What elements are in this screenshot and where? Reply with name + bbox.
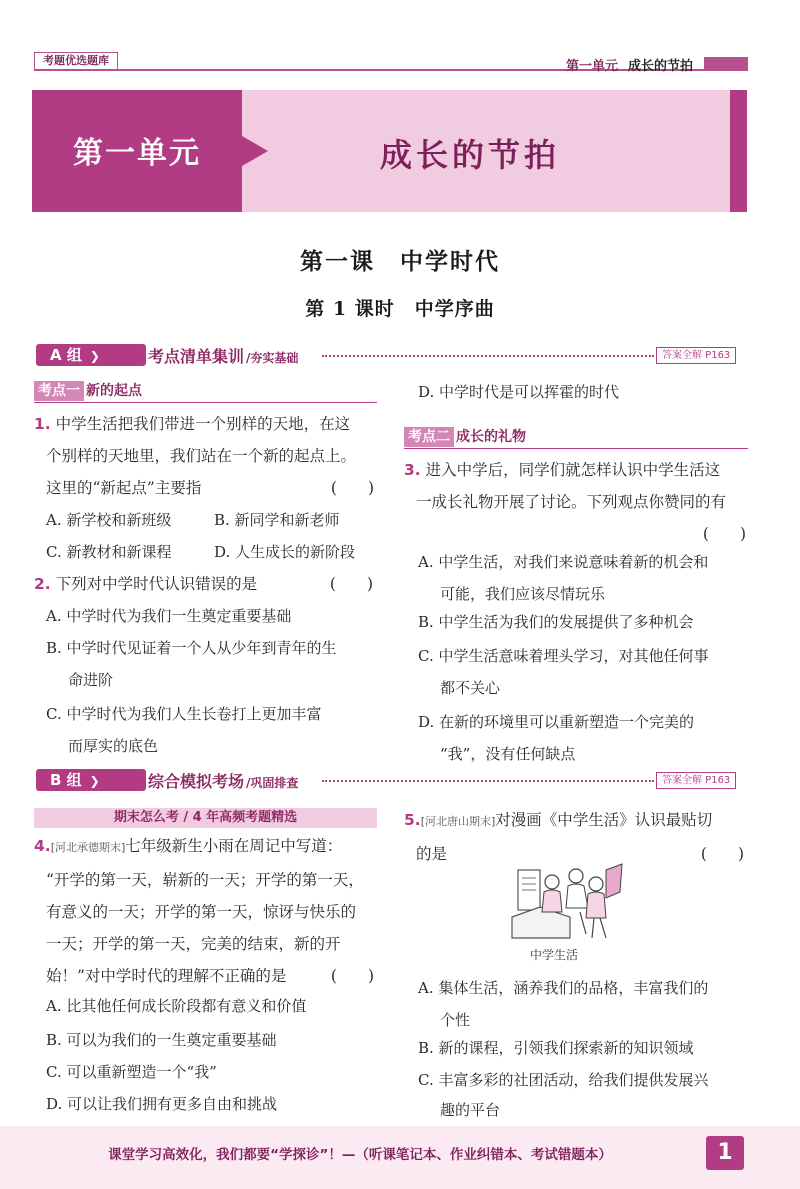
option: C. 可以重新塑造一个“我” — [46, 1063, 217, 1081]
question-number: 1. — [34, 415, 51, 433]
group-a-title-text: 考点清单集训 — [148, 347, 245, 366]
question-4-text: 始！”对中学时代的理解不正确的是 — [46, 967, 287, 985]
question-2-text: 下列对中学时代认识错误的是 — [55, 575, 258, 593]
option: C. 新教材和新课程 — [46, 543, 172, 561]
unit-title: 成长的节拍 — [379, 136, 560, 174]
question-1-line — [34, 472, 384, 504]
group-a-answer-ref: 答案全解 P163 — [656, 347, 736, 364]
question-1-text: 这里的“新起点”主要指 — [46, 479, 202, 497]
question-source: [河北唐山期末] — [420, 815, 496, 828]
question-4-text: 七年级新生小雨在周记中写道： — [125, 837, 343, 855]
group-a-subtitle: /夯实基础 — [246, 351, 299, 365]
question-number: 4. — [34, 837, 51, 855]
question-4-line — [34, 830, 384, 864]
question-1-line: 个别样的天地里，我们站在一个新的起点上。 — [46, 447, 357, 465]
question-4-line: “开学的第一天，崭新的一天；开学的第一天， — [46, 871, 364, 889]
question-1-line — [34, 408, 384, 440]
point-one-label — [34, 381, 142, 401]
chevron-right-icon: ❯ — [89, 774, 100, 788]
option: A. 集体生活，涵养我们的品格，丰富我们的 — [418, 979, 709, 997]
option: B. 中学时代见证着一个人从少年到青年的生 — [46, 639, 337, 657]
question-5-text: 的是 — [416, 845, 448, 863]
question-number: 5. — [404, 811, 421, 829]
header-unit-label: 第一单元 — [566, 59, 619, 74]
question-1 — [34, 408, 384, 504]
option: A. 比其他任何成长阶段都有意义和价值 — [46, 997, 307, 1015]
exam-banner: 期末怎么考 / 4 年高频考题精选 — [34, 808, 377, 828]
point-one-name: 新的起点 — [86, 383, 142, 399]
group-b-pill — [36, 769, 146, 791]
cartoon-caption: 中学生活 — [530, 948, 579, 962]
option: C. 中学生活意味着埋头学习，对其他任何事 — [418, 647, 709, 665]
answer-paren: ( ) — [330, 967, 374, 985]
group-b-rule — [322, 780, 654, 788]
option: C. 中学时代为我们人生长卷打上更加丰富 — [46, 705, 322, 723]
option: A. 新学校和新班级 — [46, 511, 172, 529]
cartoon-illustration — [510, 862, 628, 942]
option-continued: 都不关心 — [440, 679, 501, 697]
group-b-title — [148, 769, 298, 792]
lesson-title: 第一课 中学时代 — [300, 248, 500, 275]
group-a-pill — [36, 344, 146, 366]
point-two-rule — [404, 448, 748, 449]
option-continued: 可能，我们应该尽情玩乐 — [440, 585, 606, 603]
answer-paren: ( ) — [329, 575, 373, 593]
question-3 — [404, 454, 754, 550]
header-unit-title: 成长的节拍 — [628, 59, 694, 74]
header-tag: 考题优选题库 — [34, 52, 118, 70]
option-continued: 趣的平台 — [440, 1101, 501, 1119]
option: B. 新同学和新老师 — [214, 511, 340, 529]
banner-edge — [730, 90, 747, 212]
question-4 — [34, 830, 384, 992]
question-5-text: 对漫画《中学生活》认识最贴切 — [495, 811, 713, 829]
footer-slogan: 课堂学习高效化，我们都要“学探诊”！—（听课笔记本、作业纠错本、考试错题本） — [108, 1147, 612, 1163]
group-b-title-text: 综合模拟考场 — [148, 772, 245, 791]
chevron-right-icon: ❯ — [89, 349, 100, 363]
question-3-line: 一成长礼物开展了讨论。下列观点你赞同的有 — [416, 493, 727, 511]
option: B. 可以为我们的一生奠定重要基础 — [46, 1031, 277, 1049]
group-b-label: B 组 — [50, 771, 82, 789]
option-continued: 而厚实的底色 — [68, 737, 159, 755]
point-two-label — [404, 427, 526, 447]
point-one-tag: 考点一 — [34, 381, 84, 401]
answer-paren: ( ) — [700, 845, 744, 863]
header-bar — [704, 57, 748, 70]
question-number: 2. — [34, 575, 51, 593]
option: D. 中学时代是可以挥霍的时代 — [418, 383, 620, 401]
question-4-line — [34, 960, 384, 992]
question-1-text: 中学生活把我们带进一个别样的天地，在这 — [55, 415, 351, 433]
group-a-label: A 组 — [50, 346, 82, 364]
page-number: 1 — [706, 1136, 744, 1170]
question-source: [河北承德期末] — [50, 841, 126, 854]
option: B. 新的课程，引领我们探索新的知识领域 — [418, 1039, 694, 1057]
question-4-line: 有意义的一天；开学的第一天，惊讶与快乐的 — [46, 903, 357, 921]
period-title: 第 1 课时 中学序曲 — [305, 298, 495, 320]
question-4-line: 一天；开学的第一天，完美的结束，新的开 — [46, 935, 341, 953]
option: D. 在新的环境里可以重新塑造一个完美的 — [418, 713, 695, 731]
question-5 — [404, 804, 754, 870]
option-continued: 命进阶 — [68, 671, 114, 689]
group-a-rule — [322, 355, 654, 363]
option-continued: “我”，没有任何缺点 — [440, 745, 576, 763]
option: B. 中学生活为我们的发展提供了多种机会 — [418, 613, 694, 631]
question-5-line — [404, 804, 754, 838]
option: A. 中学时代为我们一生奠定重要基础 — [46, 607, 292, 625]
point-two-name: 成长的礼物 — [456, 429, 526, 445]
answer-paren: ( ) — [702, 525, 746, 543]
header-unit — [566, 55, 693, 74]
point-two-tag: 考点二 — [404, 427, 454, 447]
answer-paren: ( ) — [330, 479, 374, 497]
group-b-subtitle: /巩固排查 — [246, 776, 299, 790]
question-3-line — [404, 454, 754, 486]
question-number: 3. — [404, 461, 421, 479]
option: C. 丰富多彩的社团活动，给我们提供发展兴 — [418, 1071, 709, 1089]
group-a-title — [148, 344, 298, 367]
option: D. 可以让我们拥有更多自由和挑战 — [46, 1095, 278, 1113]
unit-banner-label — [32, 90, 242, 212]
point-one-rule — [34, 402, 377, 403]
question-3-text: 进入中学后，同学们就怎样认识中学生活这 — [425, 461, 721, 479]
option-continued: 个性 — [440, 1011, 471, 1029]
option: A. 中学生活，对我们来说意味着新的机会和 — [418, 553, 709, 571]
option: D. 人生成长的新阶段 — [214, 543, 356, 561]
question-2-line — [34, 568, 379, 600]
unit-label: 第一单元 — [73, 136, 201, 171]
question-2 — [34, 568, 379, 600]
group-b-answer-ref: 答案全解 P163 — [656, 772, 736, 789]
